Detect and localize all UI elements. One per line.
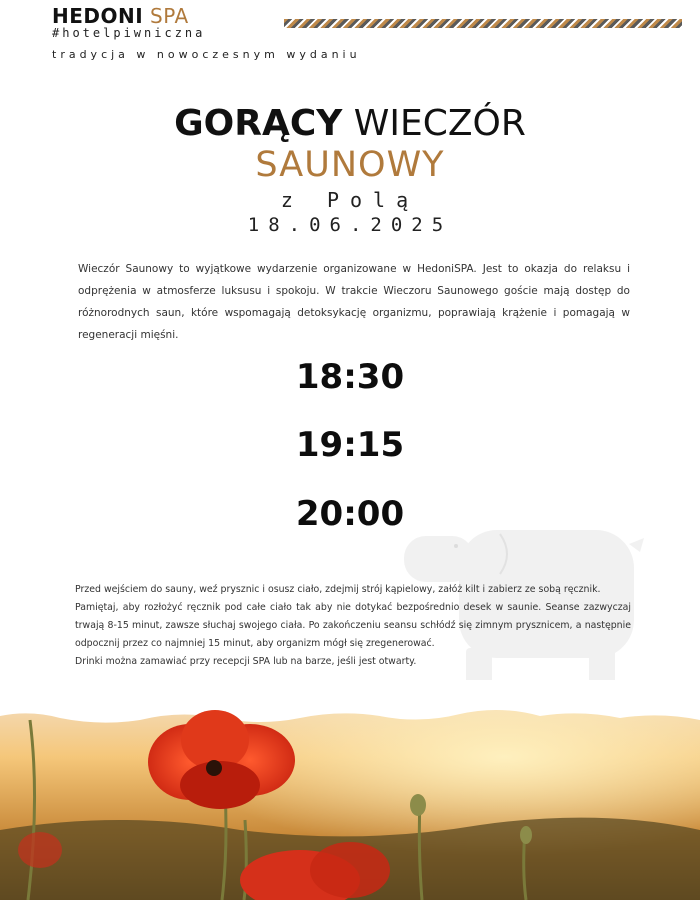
rule-text: Przed wejściem do sauny, weź prysznic i osusz ciało, zdejmij strój kąpielowy, załóż kilt i zabierz ze sobą ręcznik.	[75, 584, 601, 595]
event-title-bold: GORĄCY	[174, 103, 343, 144]
event-date: 18.06.2025	[247, 214, 453, 236]
event-title-light: WIECZÓR	[353, 103, 526, 144]
event-subtitle: SAUNOWY	[255, 145, 445, 185]
rule-text: Pamiętaj, aby rozłożyć ręcznik pod całe ciało tak aby nie dotykać bezpośrednio desek w saunie. Seanse zazwyczaj trwają 8-15 minut, zawsze słuchaj swojego ciała. Po zakończeniu seansu schłódź się zimnym prysznicem, a następnie odpocznij przez co najmniej 15 minut, aby organizm mógł się zregenerować.	[75, 602, 631, 649]
poppy-field-photo	[0, 680, 700, 900]
decorative-pattern	[284, 19, 682, 28]
brand-name-bold: HEDONI	[52, 4, 144, 28]
time-slot: 20:00	[295, 494, 405, 534]
rule-text: Drinki można zamawiać przy recepcji SPA lub na barze, jeśli jest otwarty.	[75, 656, 417, 667]
event-description: Wieczór Saunowy to wyjątkowe wydarzenie organizowane w HedoniSPA. Jest to okazja do relaksu i odprężenia w atmosferze luksusu i spokoju. W trakcie Wieczoru Saunowego goście mają dostęp do różnorodnych saun, które wspomagają detoksykację organizmu, poprawiają krążenie i pomagają w regeneracji mięśni.	[78, 263, 630, 341]
sauna-rules	[75, 581, 631, 671]
event-title	[0, 103, 700, 145]
time-slot: 18:30	[295, 357, 405, 397]
tagline: tradycja w nowoczesnym wydaniu	[52, 48, 361, 61]
hashtag: #hotelpiwniczna	[52, 26, 206, 40]
brand-logo	[52, 4, 189, 28]
event-host: z Polą	[280, 188, 420, 212]
brand-name-light: SPA	[150, 4, 189, 28]
time-slot: 19:15	[295, 425, 405, 465]
